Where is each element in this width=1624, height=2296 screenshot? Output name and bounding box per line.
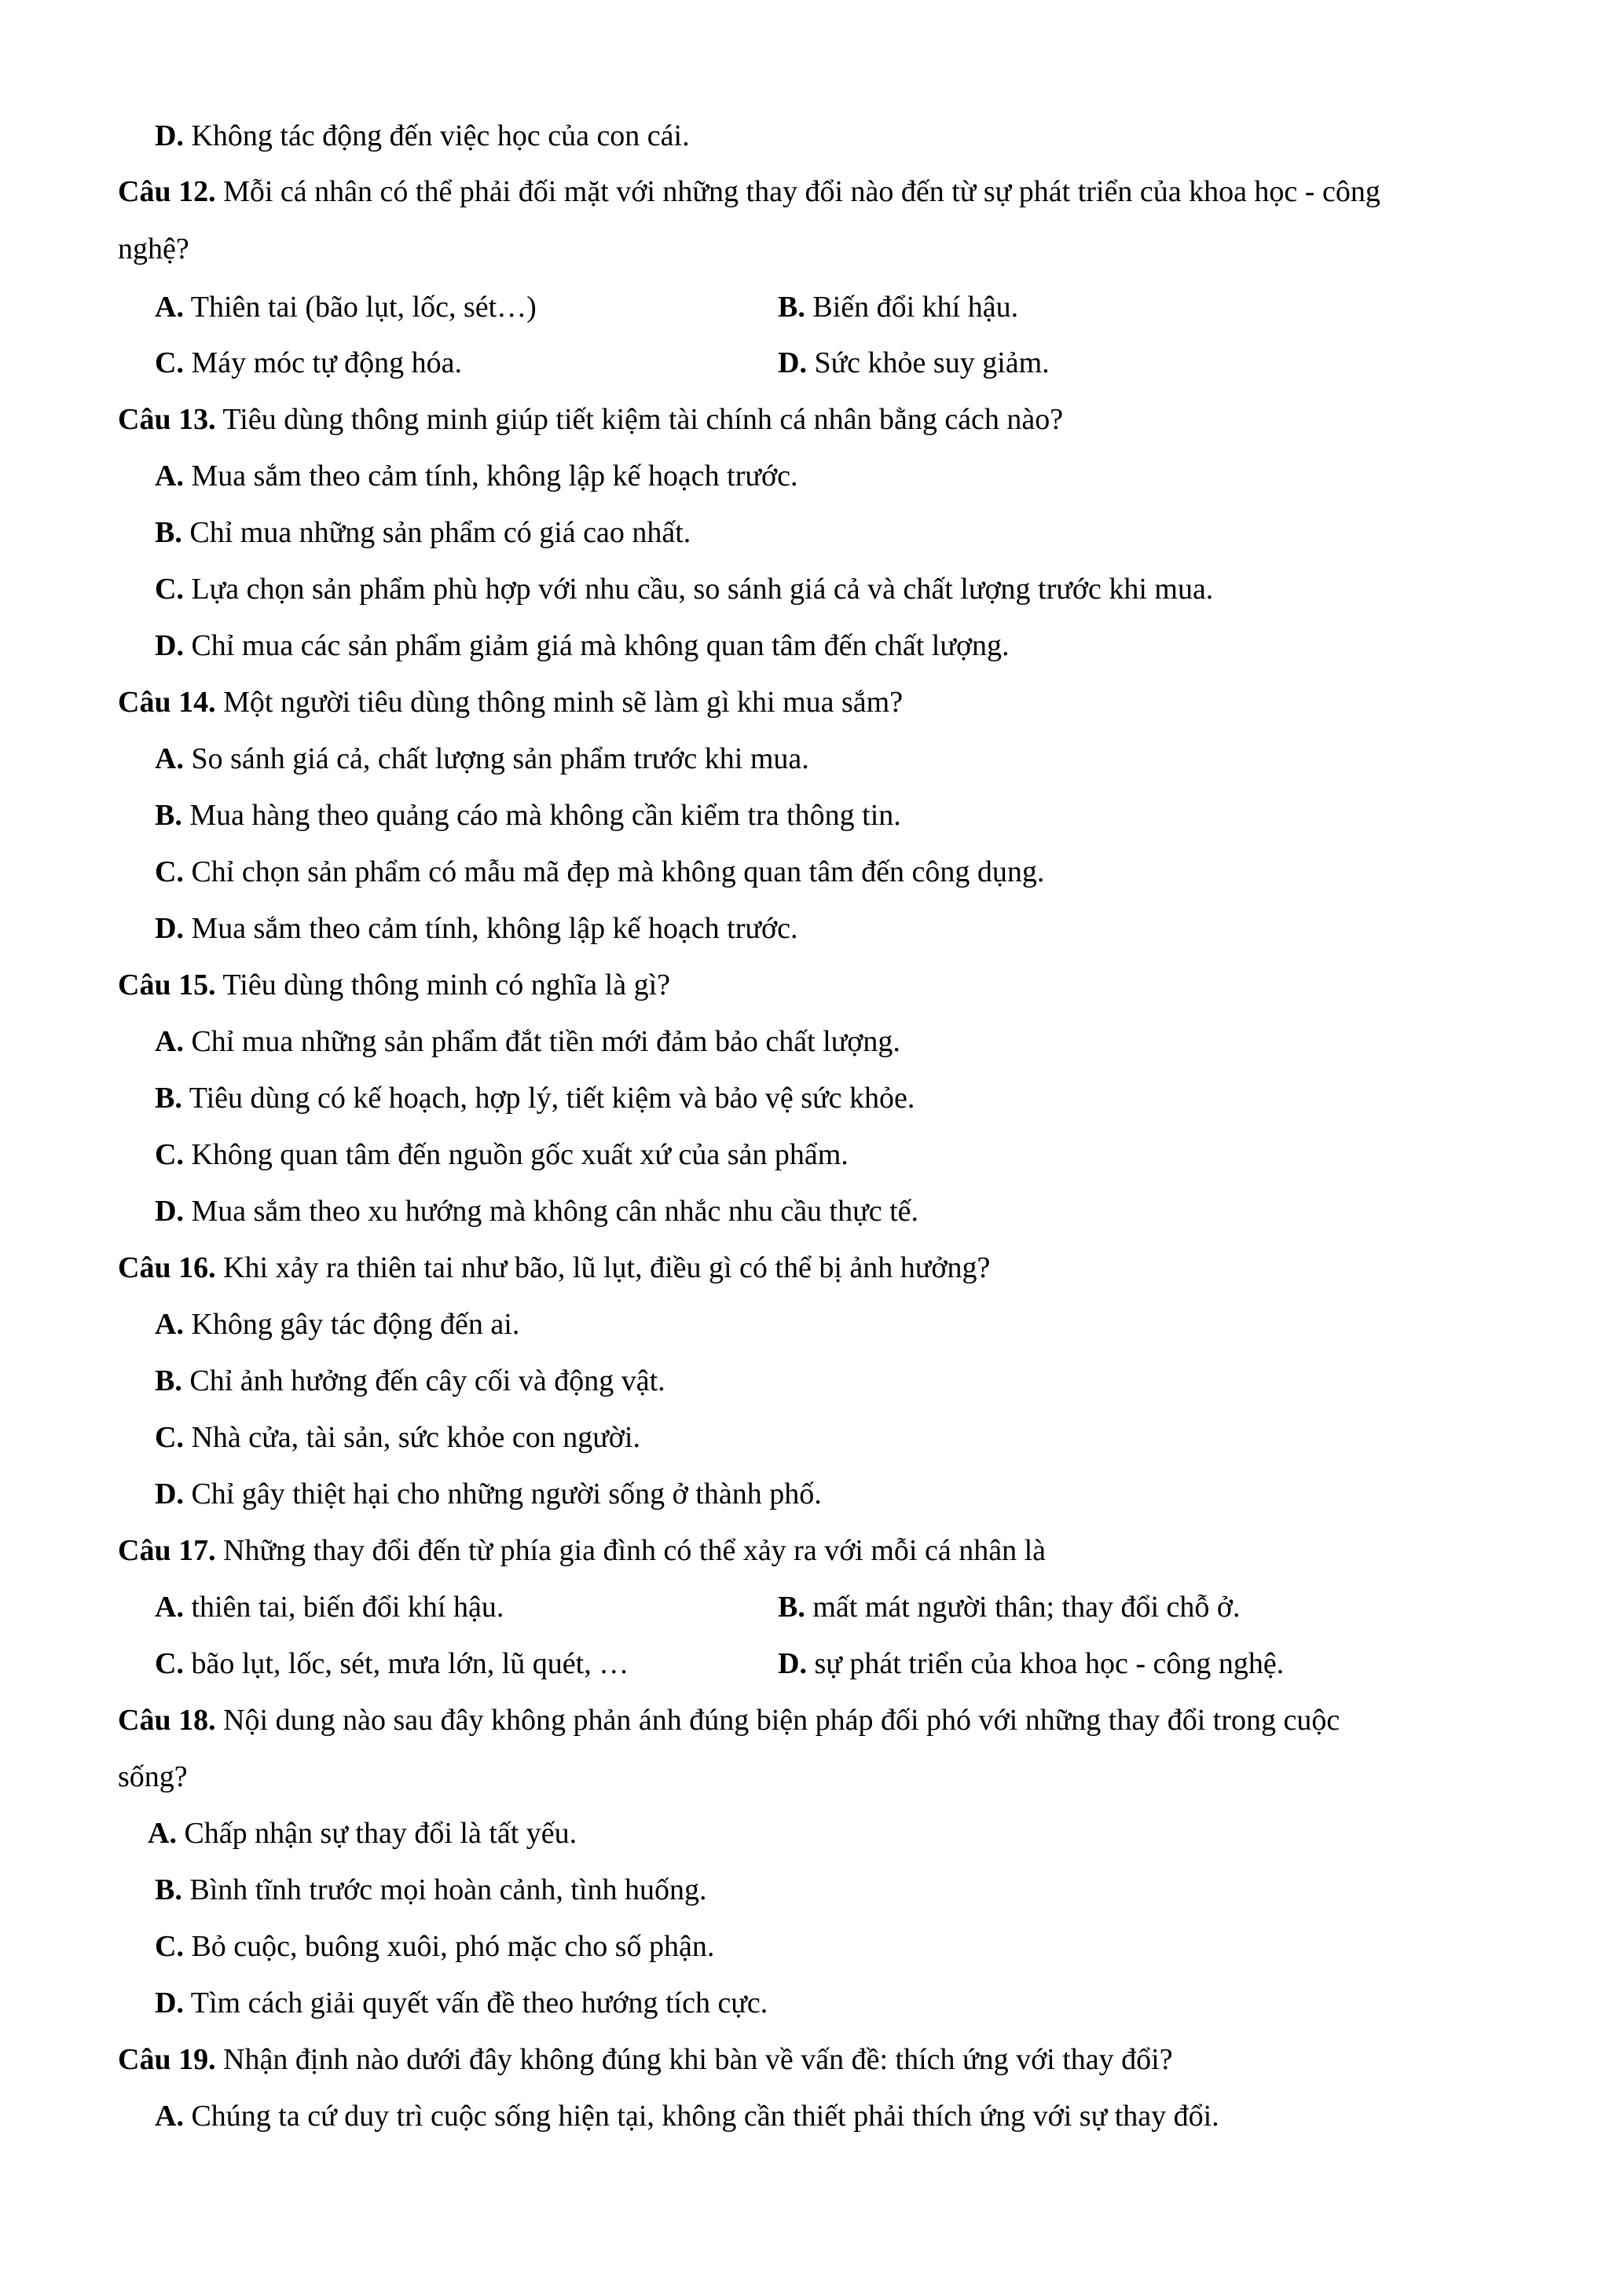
option-line: B. Bình tĩnh trước mọi hoàn cảnh, tình huống.: [155, 1873, 707, 1906]
option-line: A. So sánh giá cả, chất lượng sản phẩm trước khi mua.: [155, 742, 809, 775]
option-line: A. Thiên tai (bão lụt, lốc, sét…): [155, 291, 537, 324]
question-18: Câu 18. Nội dung nào sau đây không phản ánh đúng biện pháp đối phó với những thay đổi trong cuộc: [118, 1704, 1340, 1737]
option-line: B. Chỉ mua những sản phẩm có giá cao nhất.: [155, 516, 691, 549]
option-line: C. bão lụt, lốc, sét, mưa lớn, lũ quét, …: [155, 1647, 629, 1680]
option-line: C. Nhà cửa, tài sản, sức khỏe con người.: [155, 1421, 640, 1454]
option-line: D. Chỉ mua các sản phẩm giảm giá mà không quan tâm đến chất lượng.: [155, 629, 1010, 662]
question-12: Câu 12. Mỗi cá nhân có thể phải đối mặt với những thay đổi nào đến từ sự phát triển của khoa học - công: [118, 175, 1380, 208]
option-line: C. Máy móc tự động hóa.: [155, 346, 463, 379]
question-14: Câu 14. Một người tiêu dùng thông minh sẽ làm gì khi mua sắm?: [118, 686, 904, 719]
question-15: Câu 15. Tiêu dùng thông minh có nghĩa là gì?: [118, 969, 671, 1002]
option-line: A. Mua sắm theo cảm tính, không lập kế hoạch trước.: [155, 460, 798, 493]
question-13: Câu 13. Tiêu dùng thông minh giúp tiết kiệm tài chính cá nhân bằng cách nào?: [118, 403, 1064, 436]
option-line: C. Bỏ cuộc, buông xuôi, phó mặc cho số phận.: [155, 1930, 715, 1963]
option-line: A. Chấp nhận sự thay đổi là tất yếu.: [148, 1817, 577, 1850]
question-18-continuation: sống?: [118, 1760, 188, 1793]
option-line: B. Chỉ ảnh hưởng đến cây cối và động vật.: [155, 1364, 665, 1397]
option-line: C. Chỉ chọn sản phẩm có mẫu mã đẹp mà không quan tâm đến công dụng.: [155, 855, 1045, 888]
option-line: D. Chỉ gây thiệt hại cho những người sống ở thành phố.: [155, 1478, 822, 1511]
option-line: D. Mua sắm theo xu hướng mà không cân nhắc nhu cầu thực tế.: [155, 1195, 918, 1228]
option-line: D. Tìm cách giải quyết vấn đề theo hướng tích cực.: [155, 1987, 768, 2020]
question-17: Câu 17. Những thay đổi đến từ phía gia đình có thể xảy ra với mỗi cá nhân là: [118, 1534, 1046, 1567]
option-line: C. Không quan tâm đến nguồn gốc xuất xứ của sản phẩm.: [155, 1138, 849, 1171]
option-line: B. Mua hàng theo quảng cáo mà không cần kiểm tra thông tin.: [155, 799, 901, 832]
option-line: A. Không gây tác động đến ai.: [155, 1308, 520, 1341]
option-line: A. Chỉ mua những sản phẩm đắt tiền mới đảm bảo chất lượng.: [155, 1025, 900, 1058]
question-16: Câu 16. Khi xảy ra thiên tai như bão, lũ lụt, điều gì có thể bị ảnh hưởng?: [118, 1251, 991, 1284]
question-19: Câu 19. Nhận định nào dưới đây không đúng khi bàn về vấn đề: thích ứng với thay đổi?: [118, 2043, 1173, 2076]
option-line: B. Biến đổi khí hậu.: [778, 291, 1019, 324]
option-line: D. sự phát triển của khoa học - công nghệ.: [778, 1647, 1285, 1680]
option-line: D. Không tác động đến việc học của con cái.: [155, 119, 690, 152]
question-12-continuation: nghệ?: [118, 233, 189, 265]
option-line: B. Tiêu dùng có kế hoạch, hợp lý, tiết kiệm và bảo vệ sức khỏe.: [155, 1082, 915, 1115]
option-line: D. Sức khỏe suy giảm.: [778, 346, 1050, 379]
option-line: B. mất mát người thân; thay đổi chỗ ở.: [778, 1591, 1241, 1624]
option-line: D. Mua sắm theo cảm tính, không lập kế hoạch trước.: [155, 912, 798, 945]
option-line: A. Chúng ta cứ duy trì cuộc sống hiện tại, không cần thiết phải thích ứng với sự thay đổi.: [155, 2100, 1219, 2133]
option-line: A. thiên tai, biến đổi khí hậu.: [155, 1591, 504, 1624]
option-line: C. Lựa chọn sản phẩm phù hợp với nhu cầu, so sánh giá cả và chất lượng trước khi mua.: [155, 573, 1214, 606]
